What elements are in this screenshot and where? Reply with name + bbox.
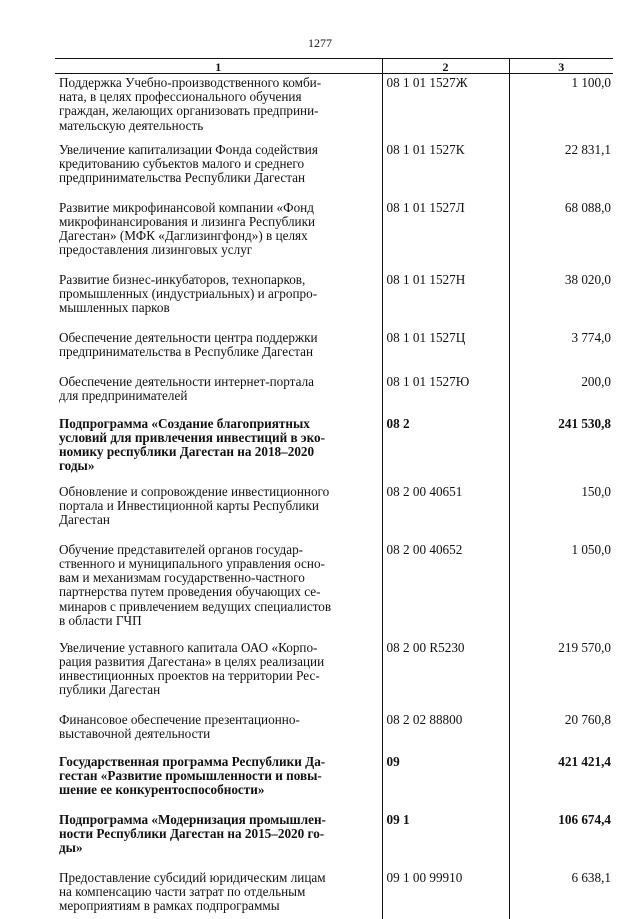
- row-name-line: Увеличение капитализации Фонда содействия: [59, 141, 318, 157]
- row-name-line: на компенсацию части затрат по отдельным: [59, 884, 306, 900]
- row-name-line: предпринимательства в Республике Дагестан: [59, 344, 314, 360]
- row-amount: 1 050,0: [509, 533, 613, 631]
- row-code: 08 1 01 1527Ю: [382, 365, 509, 407]
- row-name-line: партнерства путем проведения обучающих се-: [59, 584, 321, 600]
- row-name-line: предпринимательства Республики Дагестан: [59, 170, 306, 186]
- row-name-line: мательскую деятельность: [59, 117, 204, 133]
- row-name-line: выставочной деятельности: [59, 726, 211, 742]
- row-code: 08 2 02 88800: [382, 703, 509, 745]
- table-row: [55, 745, 613, 803]
- row-name-line: гестан «Развитие промышленности и повы-: [59, 768, 322, 784]
- row-name: [55, 191, 382, 263]
- row-name-line: мероприятиям в рамках подпрограммы: [59, 898, 280, 914]
- table-row: [55, 74, 613, 133]
- row-name-line: ната, в целях профессионального обучения: [59, 89, 302, 105]
- table-row: [55, 703, 613, 745]
- row-name-line: Развитие бизнес-инкубаторов, технопарков,: [59, 271, 306, 287]
- row-name-line: инвестиционных проектов на территории Рес-: [59, 668, 320, 684]
- row-name-line: годы»: [59, 458, 95, 474]
- row-amount: 20 760,8: [509, 703, 613, 745]
- row-name-line: публики Дагестан: [59, 682, 161, 698]
- row-name-line: Обеспечение деятельности центра поддержки: [59, 329, 318, 345]
- row-name: [55, 533, 382, 631]
- row-name-line: микрофинансирования и лизинга Республики: [59, 214, 316, 230]
- row-amount: 421 421,4: [509, 745, 613, 803]
- row-amount: 219 570,0: [509, 631, 613, 703]
- row-name-line: Развитие микрофинансовой компании «Фонд: [59, 199, 314, 215]
- table-header: [55, 59, 613, 74]
- row-name-line: для предпринимателей: [59, 388, 188, 404]
- row-code: 09 1: [382, 803, 509, 861]
- row-name-line: Дагестан: [59, 512, 110, 528]
- row-code: 08 1 01 1527Л: [382, 191, 509, 263]
- table-row: [55, 631, 613, 703]
- page-number: 1277: [308, 36, 332, 50]
- row-name-line: Предоставление субсидий юридическим лицам: [59, 869, 326, 885]
- row-name-line: ды»: [59, 840, 83, 856]
- row-name-line: промышленных (индустриальных) и агропро-: [59, 286, 318, 302]
- row-code: 08 2 00 40651: [382, 475, 509, 533]
- row-code: 08 1 01 1527К: [382, 133, 509, 191]
- row-name: [55, 803, 382, 861]
- row-code: 08 1 01 1527Ж: [382, 74, 509, 133]
- row-name-line: Обновление и сопровождение инвестиционного: [59, 483, 330, 499]
- table-row: [55, 133, 613, 191]
- table-row: [55, 263, 613, 321]
- header-col-1: 1: [55, 59, 382, 74]
- row-code: 09 1 00 99910: [382, 861, 509, 919]
- row-name-line: ности Республики Дагестан на 2015–2020 го-: [59, 826, 325, 842]
- row-name: [55, 861, 382, 919]
- row-name-line: портала и Инвестиционной карты Республики: [59, 498, 319, 514]
- row-amount: 68 088,0: [509, 191, 613, 263]
- row-name-line: кредитованию субъектов малого и среднего: [59, 156, 305, 172]
- table-row: [55, 861, 613, 919]
- table-row: [55, 533, 613, 631]
- table-row: [55, 803, 613, 861]
- row-amount: 3 774,0: [509, 321, 613, 365]
- row-name-line: Государственная программа Республики Да-: [59, 753, 326, 769]
- row-name: [55, 475, 382, 533]
- row-name-line: Обучение представителей органов государ-: [59, 541, 304, 557]
- budget-table: [55, 58, 613, 919]
- row-name: [55, 263, 382, 321]
- row-name-line: номику республики Дагестан на 2018–2020: [59, 444, 315, 460]
- row-name-line: условий для привлечения инвестиций в эко-: [59, 430, 326, 446]
- header-row: [55, 59, 613, 74]
- table-row: [55, 321, 613, 365]
- row-code: 08 2 00 40652: [382, 533, 509, 631]
- table-row: [55, 191, 613, 263]
- header-col-3: 3: [509, 59, 613, 74]
- row-amount: 241 530,8: [509, 407, 613, 475]
- row-name-line: Поддержка Учебно-производственного комби-: [59, 75, 322, 90]
- row-amount: 38 020,0: [509, 263, 613, 321]
- row-code: 08 1 01 1527Ц: [382, 321, 509, 365]
- row-name-line: предоставления лизинговых услуг: [59, 242, 253, 258]
- row-name-line: мышленных парков: [59, 300, 170, 316]
- row-code: 09: [382, 745, 509, 803]
- row-amount: 22 831,1: [509, 133, 613, 191]
- row-name-line: Обеспечение деятельности интернет-портала: [59, 373, 315, 389]
- table-row: [55, 475, 613, 533]
- row-amount: 1 100,0: [509, 74, 613, 133]
- row-name: [55, 631, 382, 703]
- row-amount: 150,0: [509, 475, 613, 533]
- row-name-line: Дагестан» (МФК «Даглизингфонд») в целях: [59, 228, 308, 244]
- row-name: [55, 407, 382, 475]
- row-name: [55, 133, 382, 191]
- row-code: 08 2 00 R5230: [382, 631, 509, 703]
- row-name-line: ственного и муниципального управления осно-: [59, 556, 325, 572]
- row-name: [55, 365, 382, 407]
- row-amount: 106 674,4: [509, 803, 613, 861]
- table-row: [55, 365, 613, 407]
- row-name: [55, 321, 382, 365]
- row-name-line: минаров с привлечением ведущих специалистов: [59, 598, 332, 614]
- row-name-line: рация развития Дагестана» в целях реализации: [59, 654, 325, 670]
- header-col-2: 2: [382, 59, 509, 74]
- row-name-line: Увеличение уставного капитала ОАО «Корпо-: [59, 639, 318, 655]
- row-name: [55, 745, 382, 803]
- row-code: 08 2: [382, 407, 509, 475]
- table-body: [55, 74, 613, 919]
- row-name: [55, 74, 382, 133]
- row-name-line: Подпрограмма «Создание благоприятных: [59, 415, 310, 431]
- row-code: 08 1 01 1527Н: [382, 263, 509, 321]
- row-name-line: Финансовое обеспечение презентационно-: [59, 711, 300, 727]
- row-name-line: в области ГЧП: [59, 612, 142, 628]
- row-name-line: Подпрограмма «Модернизация промышлен-: [59, 811, 326, 827]
- row-name-line: вам и механизмам государственно-частного: [59, 570, 305, 586]
- table-row: [55, 407, 613, 475]
- row-amount: 200,0: [509, 365, 613, 407]
- row-name: [55, 703, 382, 745]
- row-amount: 6 638,1: [509, 861, 613, 919]
- row-name-line: граждан, желающих организовать предприни-: [59, 103, 319, 119]
- row-name-line: шение ее конкурентоспособности»: [59, 782, 265, 798]
